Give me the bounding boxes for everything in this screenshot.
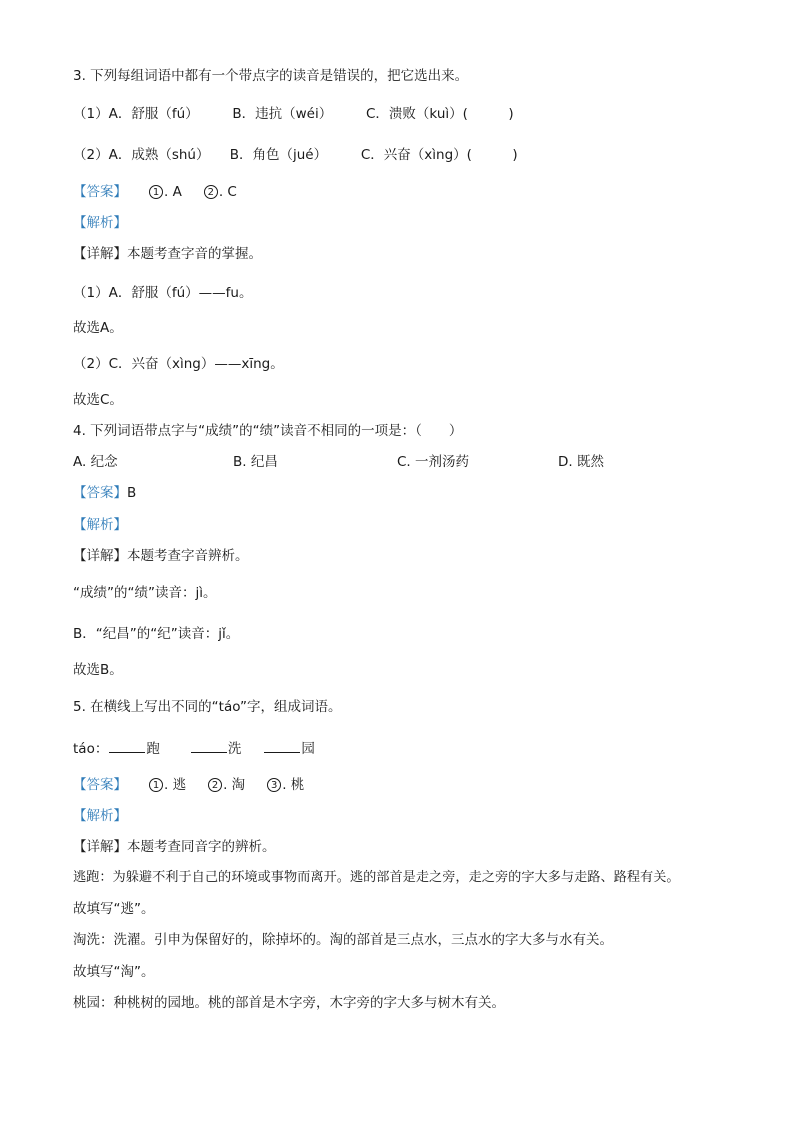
q5-analysis-tag: 【解析】 (73, 808, 127, 824)
q4-exp1: “成绩”的“绩”读音：jì。 (73, 585, 217, 601)
q3-line1: （1）A．舒服（fú） B．违抗（wéi） C．溃败（kuì）( ) (73, 106, 514, 122)
circled-number: 2 (208, 778, 222, 792)
q4-title: 4. 下列词语带点字与“成绩”的“绩”读音不相同的一项是：（ ） (73, 423, 463, 439)
q3-line2: （2）A．成熟（shú） B．角色（jué） C．兴奋（xìng）( ) (73, 147, 518, 163)
detail-text: 本题考查字音的掌握。 (127, 246, 262, 262)
q5-exp3: 桃园：种桃树的园地。桃的部首是木字旁，木字旁的字大多与树木有关。 (73, 995, 505, 1011)
q4-option-c: C. 一剂汤药 (397, 454, 470, 470)
word-suffix: 洗 (227, 741, 242, 757)
answer-value: . 桃 (282, 777, 305, 793)
q3-detail (73, 245, 262, 263)
circled-number: 3 (267, 778, 281, 792)
q4-answer (73, 484, 136, 502)
detail-text: 本题考查字音辨析。 (127, 548, 249, 564)
q5-fill1: 故填写“逃”。 (73, 901, 155, 917)
detail-tag: 【详解】 (73, 548, 127, 564)
answer-value: . C (218, 184, 237, 200)
answer-tag: 【答案】 (73, 184, 127, 200)
blank-line (109, 739, 145, 753)
q3-exp2: （2）C．兴奋（xìng）——xīng。 (73, 356, 284, 372)
circled-number: 1 (149, 778, 163, 792)
answer-tag: 【答案】 (73, 485, 127, 501)
answer-value: . 逃 (164, 777, 187, 793)
q3-pick1: 故选A。 (73, 320, 123, 336)
q4-exp2: B．“纪昌”的“纪”读音：jǐ。 (73, 626, 240, 642)
q5-fill2: 故填写“淘”。 (73, 964, 155, 980)
blank-line (264, 739, 300, 753)
detail-text: 本题考查同音字的辨析。 (127, 839, 276, 855)
detail-tag: 【详解】 (73, 839, 127, 855)
q4-option-a: A. 纪念 (73, 454, 118, 470)
q3-pick2: 故选C。 (73, 392, 123, 408)
detail-tag: 【详解】 (73, 246, 127, 262)
answer-value: . A (164, 184, 182, 200)
q4-detail (73, 547, 249, 565)
q4-option-b: B. 纪昌 (233, 454, 278, 470)
q4-pick: 故选B。 (73, 662, 123, 678)
answer-value: . 淘 (223, 777, 246, 793)
q5-title: 5. 在横线上写出不同的“táo”字，组成词语。 (73, 699, 342, 715)
q3-exp1: （1）A．舒服（fú）——fu。 (73, 285, 253, 301)
circled-number: 1 (149, 185, 163, 199)
q5-exp1: 逃跑：为躲避不利于自己的环境或事物而离开。逃的部首是走之旁，走之旁的字大多与走路、路程有关。 (73, 870, 680, 885)
q5-exp2: 淘洗：洗濯。引申为保留好的，除掉坏的。淘的部首是三点水，三点水的字大多与水有关。 (73, 932, 613, 948)
prompt-label: táo： (73, 741, 109, 757)
q4-analysis-tag: 【解析】 (73, 517, 127, 533)
q5-prompt (73, 739, 315, 758)
blank-line (191, 739, 227, 753)
word-suffix: 园 (301, 741, 315, 757)
circled-number: 2 (204, 185, 218, 199)
q3-analysis-tag: 【解析】 (73, 215, 127, 231)
answer-value: B (127, 485, 137, 501)
q3-answer (73, 183, 237, 201)
answer-tag: 【答案】 (73, 777, 127, 793)
word-suffix: 跑 (146, 741, 160, 757)
q5-answer (73, 776, 304, 794)
q4-option-d: D. 既然 (558, 454, 604, 470)
q3-title: 3. 下列每组词语中都有一个带点字的读音是错误的，把它选出来。 (73, 68, 469, 84)
q5-detail (73, 838, 276, 856)
